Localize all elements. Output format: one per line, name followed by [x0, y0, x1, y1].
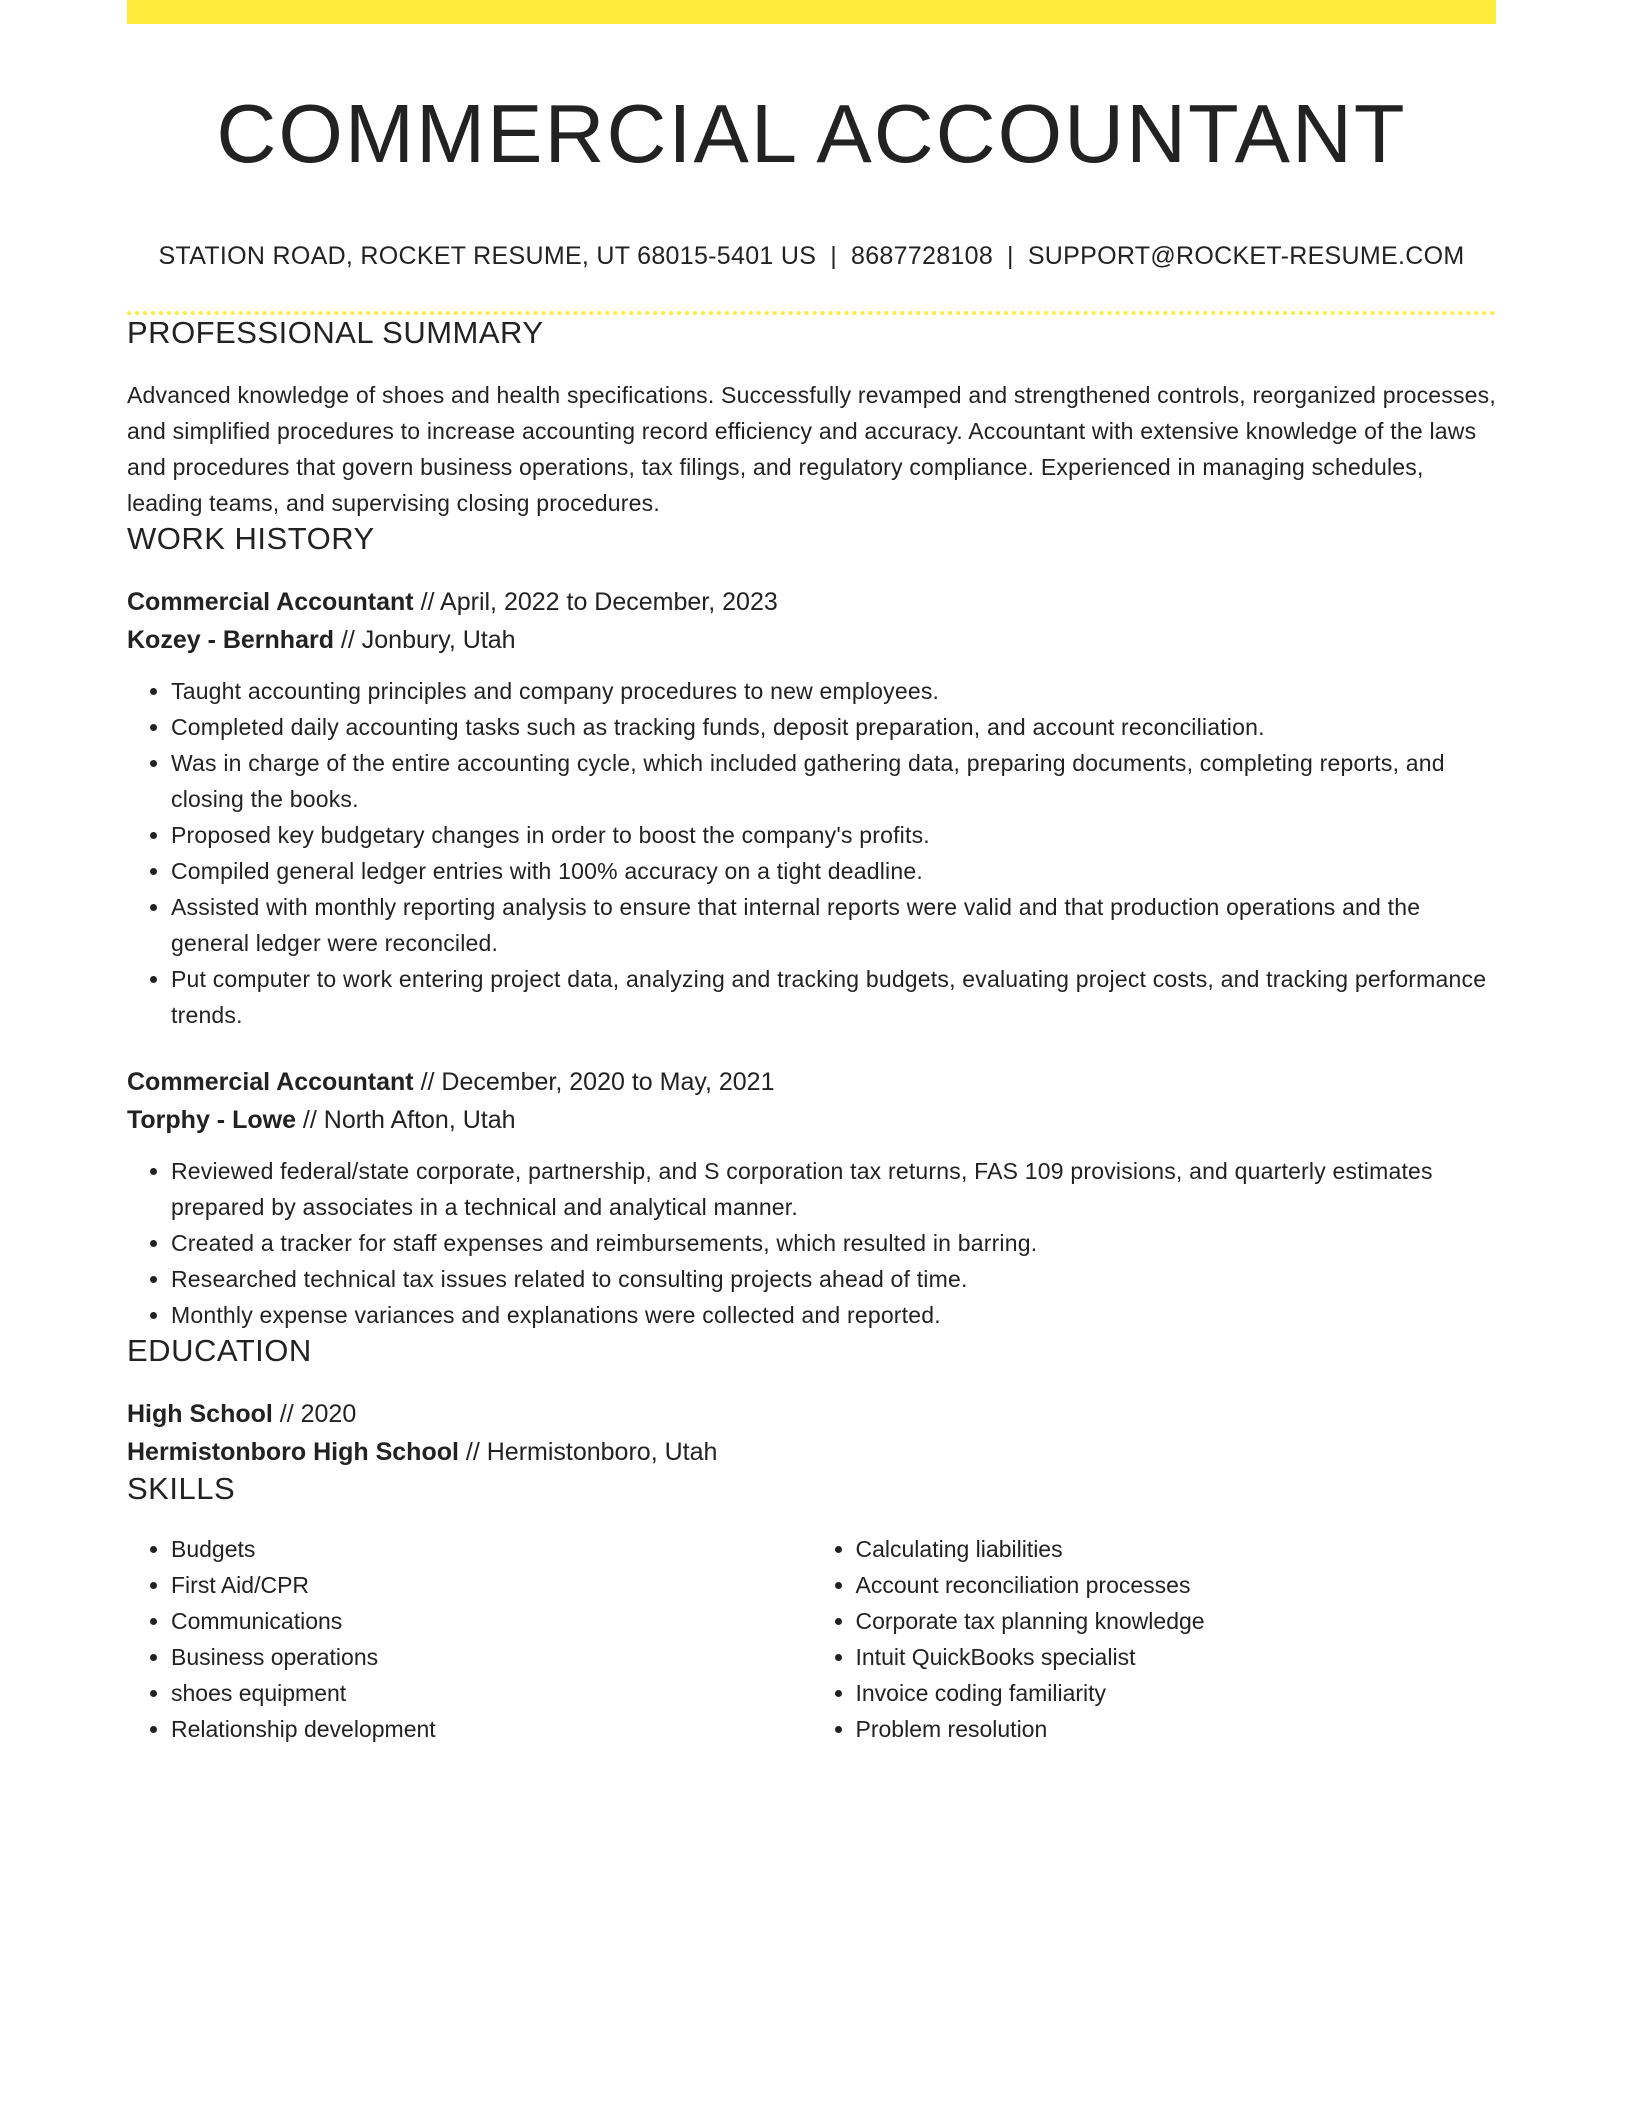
phone: 8687728108	[850, 241, 994, 270]
job-dates: // December, 2020 to May, 2021	[413, 1067, 775, 1096]
degree-year: // 2020	[272, 1399, 357, 1428]
list-item: • Calculating liabilities	[856, 1531, 1497, 1567]
list-item: • Created a tracker for staff expenses and reimbursements, which resulted in barring.	[171, 1225, 1496, 1261]
list-item: • Compiled general ledger entries with 100% accuracy on a tight deadline.	[171, 853, 1496, 889]
list-item: • Communications	[171, 1603, 812, 1639]
school-location: // Hermistonboro, Utah	[458, 1437, 718, 1466]
summary-heading: PROFESSIONAL SUMMARY	[127, 314, 544, 350]
list-item: • Put computer to work entering project data, analyzing and tracking budgets, evaluating project costs, and tracking performance trends.	[171, 961, 1496, 1033]
skills-left-column	[127, 1531, 812, 1747]
job-entry	[127, 583, 1496, 1033]
school-name: Hermistonboro High School	[127, 1437, 459, 1466]
job-bullets	[127, 1153, 1496, 1333]
list-item: • Completed daily accounting tasks such as tracking funds, deposit preparation, and account reconciliation.	[171, 709, 1496, 745]
degree-line	[127, 1395, 1496, 1433]
list-item: • Taught accounting principles and company procedures to new employees.	[171, 673, 1496, 709]
summary-text: Advanced knowledge of shoes and health specifications. Successfully revamped and strengthened controls, reorganized processes, and simplified procedures to increase accounting record efficiency and accuracy. Accountant with extensive knowledge of the laws and procedures that govern business operations, tax filings, and regulatory compliance. Experienced in managing schedules, leading teams, and supervising closing procedures.	[127, 381, 1496, 516]
list-item: • Reviewed federal/state corporate, partnership, and S corporation tax returns, FAS 109 provisions, and quarterly estimates prepared by associates in a technical and analytical manner.	[171, 1153, 1496, 1225]
job-bullets	[127, 673, 1496, 1033]
email: SUPPORT@ROCKET-RESUME.COM	[1027, 241, 1465, 270]
job-company: Kozey - Bernhard	[127, 625, 334, 654]
list-item: • Intuit QuickBooks specialist	[856, 1639, 1497, 1675]
job-title-line	[127, 1063, 1496, 1101]
skills-heading: SKILLS	[127, 1470, 236, 1506]
list-item: • Invoice coding familiarity	[856, 1675, 1497, 1711]
contact-line	[127, 242, 1496, 271]
list-item: • Budgets	[171, 1531, 812, 1567]
skills-columns	[127, 1531, 1496, 1747]
list-item: • Problem resolution	[856, 1711, 1497, 1747]
list-item: • Relationship development	[171, 1711, 812, 1747]
job-title-line	[127, 583, 1496, 621]
list-item: • Corporate tax planning knowledge	[856, 1603, 1497, 1639]
accent-bar	[127, 0, 1496, 24]
page-title: COMMERCIAL ACCOUNTANT	[216, 87, 1407, 180]
list-item: • Researched technical tax issues related to consulting projects ahead of time.	[171, 1261, 1496, 1297]
job-title: Commercial Accountant	[127, 587, 414, 616]
list-item: • Monthly expense variances and explanations were collected and reported.	[171, 1297, 1496, 1333]
list-item: • Assisted with monthly reporting analysis to ensure that internal reports were valid and that production operations and the general ledger were reconciled.	[171, 889, 1496, 961]
list-item: • shoes equipment	[171, 1675, 812, 1711]
resume-page	[127, 0, 1496, 1747]
education-heading: EDUCATION	[127, 1332, 312, 1368]
contact-separator: |	[830, 241, 837, 270]
job-location: // North Afton, Utah	[295, 1105, 516, 1134]
work-heading: WORK HISTORY	[127, 520, 375, 556]
job-company-line	[127, 1101, 1496, 1139]
job-company-line	[127, 621, 1496, 659]
job-location: // Jonbury, Utah	[333, 625, 516, 654]
school-line	[127, 1433, 1496, 1471]
list-item: • First Aid/CPR	[171, 1567, 812, 1603]
list-item: • Was in charge of the entire accounting cycle, which included gathering data, preparing documents, completing reports, and closing the books.	[171, 745, 1496, 817]
degree: High School	[127, 1399, 273, 1428]
list-item: • Account reconciliation processes	[856, 1567, 1497, 1603]
skills-right-column	[812, 1531, 1497, 1747]
job-entry	[127, 1063, 1496, 1333]
address: STATION ROAD, ROCKET RESUME, UT 68015-5401 US	[158, 241, 817, 270]
contact-separator: |	[1007, 241, 1014, 270]
job-company: Torphy - Lowe	[127, 1105, 296, 1134]
education-entry	[127, 1395, 1496, 1471]
list-item: • Business operations	[171, 1639, 812, 1675]
job-dates: // April, 2022 to December, 2023	[413, 587, 778, 616]
list-item: • Proposed key budgetary changes in order to boost the company's profits.	[171, 817, 1496, 853]
job-title: Commercial Accountant	[127, 1067, 414, 1096]
